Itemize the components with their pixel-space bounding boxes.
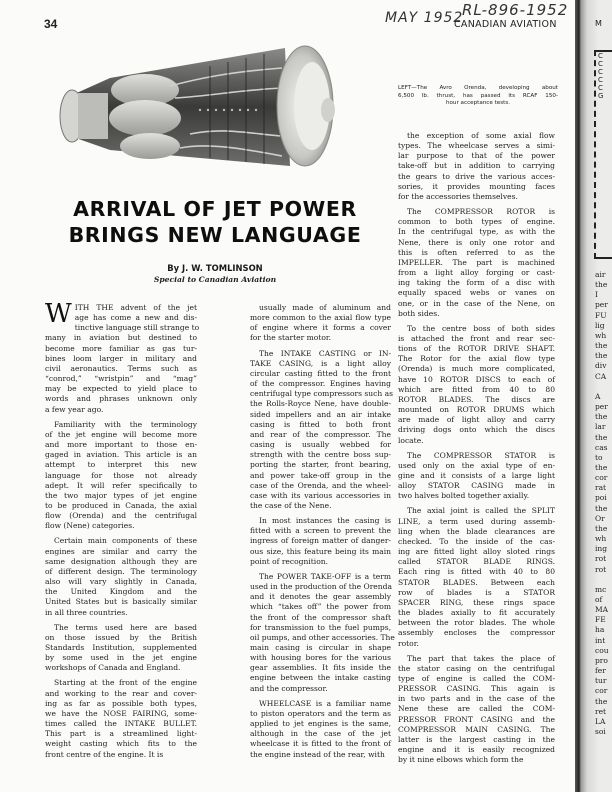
adjacent-page-text <box>595 270 609 737</box>
text-line: although in the case of the jet <box>250 729 391 739</box>
caption-line: 6,500 lb. thrust, has passed its RCAF 150- <box>398 92 558 99</box>
text-line: the Rolls-Royce Nene, have double- <box>250 399 391 409</box>
text-line: PRESSOR FRONT CASING and the <box>398 714 555 724</box>
adjacent-text-fragment: ha <box>595 625 605 635</box>
text-line: The terms used here are based <box>54 622 197 632</box>
adjacent-text-fragment: rot <box>595 554 607 564</box>
text-line: Certain main components of these <box>54 536 197 546</box>
text-line: and it denotes the gear assembly <box>250 592 391 602</box>
adjacent-text-fragment: the <box>595 432 608 442</box>
text-line: driving dogs onto which the discs <box>398 425 555 435</box>
adjacent-box-fragment: C <box>598 76 603 84</box>
text-line: The INTAKE CASTING or IN- <box>259 348 391 358</box>
adjacent-text-fragment: pro <box>595 655 608 665</box>
text-line: centrifugal type compressors such as <box>250 389 393 399</box>
text-line: ous size, this feature being its main <box>250 546 391 556</box>
adjacent-text-fragment: poi <box>595 493 607 503</box>
text-line: used in the production of the Orenda <box>250 582 392 592</box>
headline-line: BRINGS NEW LANGUAGE <box>68 223 362 247</box>
text-line: The COMPRESSOR ROTOR is <box>407 207 555 217</box>
adjacent-text-fragment: the <box>595 462 608 472</box>
text-line: and working to the rear and cover- <box>45 688 197 698</box>
adjacent-text-fragment: soi <box>595 727 606 737</box>
article-paragraph <box>250 699 391 760</box>
text-line: ling when the blade clearances are <box>398 526 555 536</box>
text-line: gear assemblies. It fits inside the <box>250 663 391 673</box>
text-line: flow (Nene) categories. <box>45 521 135 531</box>
adjacent-text-fragment: LA <box>595 716 606 726</box>
text-line: of the compressor. Engines having <box>250 379 391 389</box>
text-line: the stator casing on the centrifugal <box>398 663 555 673</box>
handwritten-date: MAY 1952 <box>385 10 464 26</box>
text-line: “conrod,” “wristpin” and “mag” <box>45 374 197 384</box>
article-paragraph <box>398 131 555 202</box>
text-line: assembly encloses the compressor <box>398 628 555 638</box>
text-line: adept. It will refer specifically to <box>45 480 197 490</box>
text-line: STATOR BLADES. Between each <box>398 577 555 587</box>
adjacent-box-fragment: G <box>598 92 604 100</box>
text-line: take-off but in addition to carrying <box>398 161 555 171</box>
text-line: and more important to those en- <box>45 440 197 450</box>
article-headline <box>50 196 380 248</box>
text-line: row of blades is a STATOR <box>398 587 555 597</box>
text-line: by it nine elbows which form the <box>398 755 524 765</box>
text-line: wheelcase it is fitted to the front of <box>250 739 391 749</box>
text-line: may be expected to yield place to <box>45 384 197 394</box>
text-line: many in aviation but destined to <box>45 333 197 343</box>
jet-engine-photo <box>50 38 335 178</box>
text-line: civil aeronautics. Terms such as <box>45 363 197 373</box>
text-line: workshops of Canada and England. <box>45 663 181 673</box>
text-line: by some used in the jet engine <box>45 653 197 663</box>
text-line: attempt to interpret this new <box>45 460 197 470</box>
adjacent-text-fragment: air <box>595 270 606 279</box>
text-line: The Rotor for the axial flow type <box>398 354 555 364</box>
text-line: and power take-off group in the <box>250 470 391 480</box>
article-paragraph <box>45 420 197 532</box>
text-line: types. The wheelcase serves a simi- <box>398 141 555 151</box>
text-line: fitted with a screen to prevent the <box>250 526 391 536</box>
article-paragraph <box>398 207 555 319</box>
text-line: between the rotor blades. The whole <box>398 618 555 628</box>
text-line: United States but is basically similar <box>45 597 197 607</box>
adjacent-text-fragment: the <box>595 412 608 422</box>
text-line: same designation although they are <box>45 556 197 566</box>
adjacent-text-fragment: cou <box>595 645 609 655</box>
text-line: In the centrifugal type, as with the <box>398 227 555 237</box>
adjacent-text-fragment: the <box>595 351 608 361</box>
text-line: lar purpose to that of the power <box>398 151 555 161</box>
text-line: for the accessories themselves. <box>398 191 518 201</box>
adjacent-text-fragment: fer <box>595 666 606 676</box>
adjacent-text-fragment: wh <box>595 534 607 544</box>
text-line: sories, it provides mounting faces <box>398 181 555 191</box>
text-line: common to both types of engine. <box>398 217 555 227</box>
text-line: language for those not already <box>45 470 197 480</box>
text-line: to be produced in Canada, the axial <box>45 500 197 510</box>
adjacent-box-fragment: C <box>598 52 603 60</box>
adjacent-text-fragment <box>595 575 609 585</box>
byline-affiliation: Special to Canadian Aviation <box>153 275 277 284</box>
text-line: called STATOR BLADE RINGS. <box>398 557 555 567</box>
text-line: become more familiar as gas tur- <box>45 343 197 353</box>
text-line: weight casting which fits to the <box>45 739 197 749</box>
adjacent-text-fragment: the <box>595 341 608 351</box>
article-paragraph <box>250 349 391 512</box>
adjacent-text-fragment: per <box>595 300 608 310</box>
article-column-2 <box>250 303 395 765</box>
text-line: of different design. The terminology <box>45 566 197 576</box>
adjacent-text-fragment: div <box>595 361 607 371</box>
text-line: on those issued by the British <box>45 632 197 642</box>
text-line: equally spaced webs or vanes on <box>398 288 555 298</box>
text-line: the United Kingdom and the <box>45 587 197 597</box>
adjacent-text-fragment: Or <box>595 513 605 523</box>
adjacent-text-fragment: MA <box>595 605 609 615</box>
text-line: in two parts and in the case of the <box>398 694 555 704</box>
adjacent-text-fragment: per <box>595 402 608 412</box>
text-line: the exception of some axial flow <box>407 131 555 140</box>
text-line: WHEELCASE is a familiar name <box>259 698 391 708</box>
text-line: strength with the centre boss sup- <box>250 450 391 460</box>
text-line: used only on the axial type of en- <box>398 460 555 470</box>
text-line: words and phrases unknown only <box>45 394 197 404</box>
text-line: Familiarity with the terminology <box>54 419 197 429</box>
adjacent-page-head: M <box>595 19 602 28</box>
text-line: casing is fitted to both front <box>250 419 391 429</box>
adjacent-text-fragment: rot <box>595 564 607 574</box>
article-paragraph <box>398 451 555 502</box>
caption-line: hour acceptance tests. <box>445 100 511 106</box>
text-line: oil pumps, and other accessories. The <box>250 632 395 642</box>
adjacent-text-fragment: rat <box>595 483 607 493</box>
adjacent-text-fragment: tur <box>595 676 607 686</box>
article-paragraph <box>45 536 197 617</box>
text-line: locate. <box>398 435 424 445</box>
text-line: SPACER RING, these rings space <box>398 597 555 607</box>
headline-line: ARRIVAL OF JET POWER <box>73 197 357 221</box>
running-head: CANADIAN AVIATION <box>454 19 557 30</box>
text-line: the engine instead of the rear, with <box>250 749 385 759</box>
text-line: usually made of aluminum and <box>259 303 391 312</box>
text-line: the front of the compressor shaft <box>250 612 391 622</box>
page-number: 34 <box>44 17 58 31</box>
text-line: type of engine is called the COM- <box>398 673 555 683</box>
text-line: porting the starter, front bearing, <box>250 460 391 470</box>
text-line: the case of the Nene. <box>250 500 332 510</box>
text-line: and the compressor. <box>250 683 328 693</box>
text-line: the blades axially to fit accurately <box>398 608 555 618</box>
handwritten-reference: RL-896-1952 <box>462 1 569 19</box>
text-line: Nene these are called the COM- <box>398 704 555 714</box>
adjacent-box-fragment: C <box>598 60 603 68</box>
text-line: this is often referred to as the <box>398 247 555 257</box>
text-line: case of the Orenda, and the wheel- <box>250 480 391 490</box>
text-line: Each ring is fitted with 40 to 80 <box>398 567 555 577</box>
text-line: also will vary slightly in Canada, <box>45 577 197 587</box>
adjacent-text-fragment: I <box>595 290 598 300</box>
text-line: a few year ago. <box>45 404 104 414</box>
adjacent-text-fragment: CA <box>595 371 607 381</box>
text-line: gine and it consists of a large light <box>398 471 555 480</box>
adjacent-box-fragment: C <box>598 68 603 76</box>
text-line: ing are fitted light alloy sloted rings <box>398 547 555 557</box>
text-line: more common to the axial flow type <box>250 313 391 323</box>
article-paragraph <box>398 324 555 446</box>
text-line: Starting at the front of the engine <box>54 678 197 688</box>
text-line: engines are similar and carry the <box>45 546 197 556</box>
article-paragraph <box>45 299 200 415</box>
text-line: TAKE CASING, is a light alloy <box>250 358 391 368</box>
text-line: the gears to drive the various acces- <box>398 171 555 181</box>
text-line: LINE, a term used during assemb- <box>398 516 555 526</box>
text-line: two halves bolted together axially. <box>398 491 530 501</box>
article-paragraph <box>250 571 395 694</box>
adjacent-text-fragment: FU <box>595 310 607 320</box>
text-line: one, or in the case of the Nene, on <box>398 298 555 308</box>
text-line: checked. To the inside of the cas- <box>398 536 555 546</box>
adjacent-text-fragment: the <box>595 523 608 533</box>
text-line: which “takes off” the power from <box>250 602 391 612</box>
text-line: ing as far as possible both types, <box>45 698 197 708</box>
text-line: from a light alloy forging or cast- <box>398 268 555 278</box>
text-line: times called the INTAKE BULLET. <box>45 719 197 729</box>
adjacent-text-fragment: cas <box>595 442 608 452</box>
text-line: flow (Orenda) and the centrifugal <box>45 511 197 521</box>
adjacent-text-fragment: mc <box>595 584 607 594</box>
byline: By J. W. TOMLINSON <box>167 263 263 273</box>
article-paragraph <box>250 303 391 344</box>
text-line: of the jet engine will become more <box>45 429 197 439</box>
text-line: both sides. <box>398 308 440 318</box>
adjacent-text-fragment: lar <box>595 422 606 432</box>
caption-line: LEFT—The Avro Orenda, developing about <box>398 85 558 91</box>
drop-cap: W <box>45 299 72 329</box>
text-line: to piston operators and the term as <box>250 708 391 718</box>
adjacent-page-fragment <box>593 0 612 792</box>
text-line: and rear of the compressor. The <box>250 429 391 439</box>
text-line: casing is usually webbed for <box>250 440 391 450</box>
article-paragraph <box>45 623 197 674</box>
adjacent-text-fragment: FE <box>595 615 606 625</box>
text-line: Nene, there is only one rotor and <box>398 237 555 247</box>
text-line: of engine where it forms a cover <box>250 323 391 333</box>
text-line: age has come a new and dis- <box>74 313 197 323</box>
article-paragraph <box>398 654 555 766</box>
adjacent-text-fragment: A <box>595 391 601 401</box>
adjacent-text-fragment: of <box>595 595 603 604</box>
text-line: The axial joint is called the SPLIT <box>407 506 555 516</box>
text-line: is attached the front and rear sec- <box>398 333 555 343</box>
text-line: alloy STATOR CASING made in <box>398 481 555 491</box>
text-line: have 10 ROTOR DISCS to each of <box>398 374 555 384</box>
text-line: rotor. <box>398 638 419 648</box>
adjacent-text-fragment: wh <box>595 330 607 340</box>
adjacent-page-boxed-list <box>594 50 612 259</box>
text-line: in all three countries. <box>45 607 128 617</box>
text-line: The POWER TAKE-OFF is a term <box>259 571 391 581</box>
adjacent-text-fragment: to <box>595 452 603 462</box>
text-line: mounted on ROTOR DRUMS which <box>398 405 555 415</box>
text-line: COMPRESSOR MAIN CASING. The <box>398 724 555 734</box>
text-line: latter is the largest casting in the <box>398 734 555 744</box>
text-line: applied to jet engines is the same, <box>250 719 391 729</box>
text-line: IMPELLER. The part is machined <box>398 257 555 267</box>
adjacent-text-fragment: the <box>595 696 608 706</box>
text-line: front centre of the engine. It is <box>45 749 164 759</box>
text-line: with housing bores for the various <box>250 653 391 663</box>
article-paragraph <box>398 506 555 648</box>
text-line: sided impellers and an air intake <box>250 409 391 419</box>
text-line: main casing is circular in shape <box>250 643 391 652</box>
text-line: tinctive language still strange to <box>74 323 200 333</box>
text-line: circular casting fitted to the front <box>250 368 391 378</box>
text-line: the two major types of jet engine <box>45 490 197 500</box>
text-line: Standards Institution, supplemented <box>45 643 197 652</box>
adjacent-text-fragment: int <box>595 635 606 645</box>
adjacent-text-fragment: cor <box>595 686 608 696</box>
text-line: In most instances the casing is <box>259 516 391 526</box>
adjacent-text-fragment: the <box>595 503 608 513</box>
adjacent-text-fragment: ret <box>595 706 607 716</box>
adjacent-text-fragment: lig <box>595 320 605 330</box>
text-line: The COMPRESSOR STATOR is <box>407 450 555 460</box>
adjacent-text-fragment: ing <box>595 544 608 554</box>
text-line: tions of the ROTOR DRIVE SHAFT. <box>398 344 555 354</box>
text-line: engine between the intake casting <box>250 673 391 683</box>
text-line: engine and it is easily recognized <box>398 745 555 755</box>
text-line: point of recognition. <box>250 556 329 566</box>
adjacent-text-fragment: the <box>595 280 608 290</box>
adjacent-box-fragment: C <box>598 84 603 92</box>
text-line: are made of light alloy and carry <box>398 415 555 425</box>
text-line: (Orenda) is much more complicated, <box>398 364 555 374</box>
text-line: This part is a streamlined light- <box>45 729 197 739</box>
text-line: bines loom larger in military and <box>45 353 197 363</box>
article-paragraph <box>250 516 391 567</box>
text-line: which are fitted from 40 to 80 <box>398 384 555 394</box>
text-line: case with its various accessories in <box>250 490 391 500</box>
text-line: for transmission to the fuel pumps, <box>250 622 391 632</box>
text-line: ITH THE advent of the jet <box>74 303 197 312</box>
article-column-1 <box>45 299 200 765</box>
adjacent-text-fragment <box>595 382 609 392</box>
text-line: To the centre boss of both sides <box>407 323 555 333</box>
adjacent-text-fragment: cor <box>595 473 608 483</box>
text-line: we have the NOSE FAIRING, some- <box>45 708 197 718</box>
text-line: gaged in aviation. This article is an <box>45 450 197 460</box>
text-line: ingress of foreign matter of danger- <box>250 536 391 546</box>
text-line: for the starter motor. <box>250 333 332 343</box>
text-line: ROTOR BLADES. The discs are <box>398 394 555 404</box>
photo-caption <box>398 85 558 108</box>
text-line: ing taking the form of a disc with <box>398 278 555 288</box>
text-line: The part that takes the place of <box>407 653 555 663</box>
article-paragraph <box>45 678 197 759</box>
text-line: PRESSOR CASING. This again is <box>398 684 555 694</box>
article-column-3 <box>398 131 555 770</box>
